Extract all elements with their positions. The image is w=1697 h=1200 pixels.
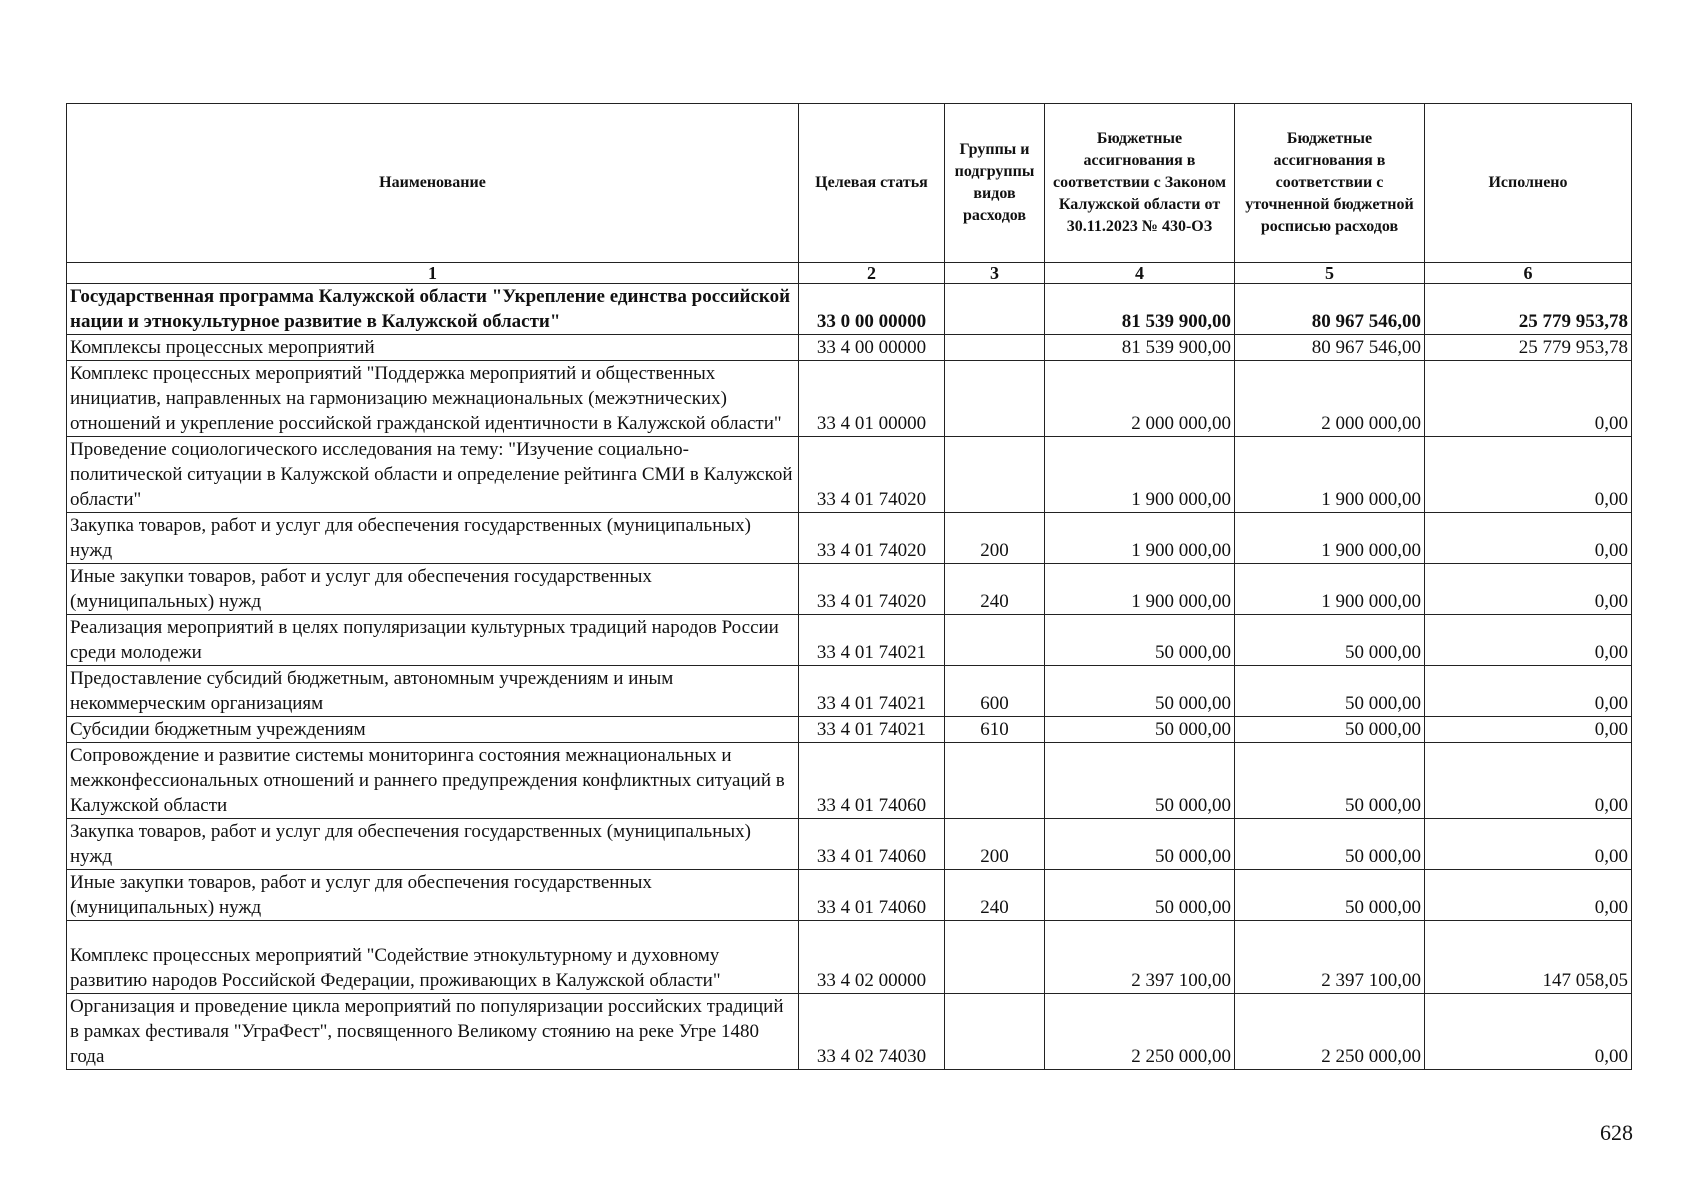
row-refined-amount: 80 967 546,00: [1235, 335, 1425, 361]
row-law-amount: 2 000 000,00: [1045, 361, 1235, 437]
row-refined-amount: 50 000,00: [1235, 870, 1425, 921]
row-law-amount: 2 397 100,00: [1045, 921, 1235, 994]
table-row: [67, 335, 1632, 361]
row-law-amount: 50 000,00: [1045, 717, 1235, 743]
row-target-article: 33 4 02 74030: [799, 994, 945, 1070]
row-law-amount: 2 250 000,00: [1045, 994, 1235, 1070]
table-row: [67, 717, 1632, 743]
row-target-article: 33 4 01 74020: [799, 437, 945, 513]
row-name: Предоставление субсидий бюджетным, автономным учреждениям и иным некоммерческим организациям: [67, 666, 799, 717]
table-row: [67, 361, 1632, 437]
table-row: [67, 921, 1632, 994]
header-law-allocations: Бюджетные ассигнования в соответствии с Законом Калужской области от 30.11.2023 № 430-ОЗ: [1045, 104, 1235, 263]
row-executed-amount: 147 058,05: [1425, 921, 1632, 994]
row-refined-amount: 1 900 000,00: [1235, 564, 1425, 615]
row-refined-amount: 1 900 000,00: [1235, 513, 1425, 564]
row-name: Субсидии бюджетным учреждениям: [67, 717, 799, 743]
row-law-amount: 1 900 000,00: [1045, 437, 1235, 513]
table-row: [67, 284, 1632, 335]
row-expense-group: [945, 335, 1045, 361]
row-target-article: 33 0 00 00000: [799, 284, 945, 335]
table-row: [67, 615, 1632, 666]
row-refined-amount: 50 000,00: [1235, 666, 1425, 717]
row-executed-amount: 0,00: [1425, 564, 1632, 615]
row-executed-amount: 0,00: [1425, 437, 1632, 513]
row-expense-group: 240: [945, 870, 1045, 921]
row-executed-amount: 0,00: [1425, 819, 1632, 870]
header-refined-allocations: Бюджетные ассигнования в соответствии с уточненной бюджетной росписью расходов: [1235, 104, 1425, 263]
header-name: Наименование: [67, 104, 799, 263]
column-number: 4: [1045, 263, 1235, 284]
column-number: 1: [67, 263, 799, 284]
row-executed-amount: 25 779 953,78: [1425, 335, 1632, 361]
row-law-amount: 50 000,00: [1045, 666, 1235, 717]
header-executed: Исполнено: [1425, 104, 1632, 263]
row-target-article: 33 4 01 74021: [799, 666, 945, 717]
row-name: Иные закупки товаров, работ и услуг для обеспечения государственных (муниципальных) нужд: [67, 870, 799, 921]
row-executed-amount: 0,00: [1425, 717, 1632, 743]
row-expense-group: [945, 921, 1045, 994]
row-executed-amount: 0,00: [1425, 666, 1632, 717]
row-law-amount: 50 000,00: [1045, 870, 1235, 921]
row-name: Иные закупки товаров, работ и услуг для обеспечения государственных (муниципальных) нужд: [67, 564, 799, 615]
row-refined-amount: 80 967 546,00: [1235, 284, 1425, 335]
row-refined-amount: 50 000,00: [1235, 717, 1425, 743]
row-law-amount: 1 900 000,00: [1045, 564, 1235, 615]
row-name: Комплекс процессных мероприятий "Содействие этнокультурному и духовному развитию народов Российской Федерации, проживающих в Калужской области": [67, 921, 799, 994]
table-row: [67, 819, 1632, 870]
row-target-article: 33 4 01 74021: [799, 615, 945, 666]
row-executed-amount: 0,00: [1425, 361, 1632, 437]
row-executed-amount: 25 779 953,78: [1425, 284, 1632, 335]
row-law-amount: 50 000,00: [1045, 743, 1235, 819]
row-law-amount: 50 000,00: [1045, 615, 1235, 666]
table-row: [67, 870, 1632, 921]
column-number: 6: [1425, 263, 1632, 284]
column-number-row: [67, 263, 1632, 284]
table-row: [67, 666, 1632, 717]
row-expense-group: [945, 743, 1045, 819]
row-refined-amount: 1 900 000,00: [1235, 437, 1425, 513]
row-expense-group: 600: [945, 666, 1045, 717]
row-name: Реализация мероприятий в целях популяризации культурных традиций народов России среди молодежи: [67, 615, 799, 666]
column-number: 2: [799, 263, 945, 284]
row-expense-group: 200: [945, 819, 1045, 870]
row-name: Комплекс процессных мероприятий "Поддержка мероприятий и общественных инициатив, направленных на гармонизацию межнациональных (межэтнических) отношений и укрепление российской гражданской идентичности в Калужской области": [67, 361, 799, 437]
row-expense-group: [945, 615, 1045, 666]
row-expense-group: 240: [945, 564, 1045, 615]
row-name: Комплексы процессных мероприятий: [67, 335, 799, 361]
budget-execution-table: [66, 103, 1632, 1070]
row-target-article: 33 4 00 00000: [799, 335, 945, 361]
row-executed-amount: 0,00: [1425, 743, 1632, 819]
row-target-article: 33 4 01 74020: [799, 513, 945, 564]
row-expense-group: [945, 994, 1045, 1070]
row-name: Государственная программа Калужской области "Укрепление единства российской нации и этнокультурное развитие в Калужской области": [67, 284, 799, 335]
row-law-amount: 81 539 900,00: [1045, 335, 1235, 361]
row-name: Организация и проведение цикла мероприятий по популяризации российских традиций в рамках фестиваля "УграФест", посвященного Великому стоянию на реке Угре 1480 года: [67, 994, 799, 1070]
row-target-article: 33 4 02 00000: [799, 921, 945, 994]
column-number: 5: [1235, 263, 1425, 284]
row-executed-amount: 0,00: [1425, 615, 1632, 666]
row-target-article: 33 4 01 74021: [799, 717, 945, 743]
row-refined-amount: 50 000,00: [1235, 615, 1425, 666]
row-name: Закупка товаров, работ и услуг для обеспечения государственных (муниципальных) нужд: [67, 513, 799, 564]
row-target-article: 33 4 01 74020: [799, 564, 945, 615]
row-law-amount: 50 000,00: [1045, 819, 1235, 870]
row-refined-amount: 2 250 000,00: [1235, 994, 1425, 1070]
row-law-amount: 81 539 900,00: [1045, 284, 1235, 335]
table-row: [67, 564, 1632, 615]
row-name: Сопровождение и развитие системы мониторинга состояния межнациональных и межконфессиональных отношений и раннего предупреждения конфликтных ситуаций в Калужской области: [67, 743, 799, 819]
row-target-article: 33 4 01 74060: [799, 819, 945, 870]
budget-table-container: [66, 103, 1631, 1070]
row-expense-group: [945, 437, 1045, 513]
row-refined-amount: 50 000,00: [1235, 743, 1425, 819]
row-refined-amount: 2 397 100,00: [1235, 921, 1425, 994]
row-executed-amount: 0,00: [1425, 513, 1632, 564]
row-refined-amount: 2 000 000,00: [1235, 361, 1425, 437]
table-row: [67, 513, 1632, 564]
row-name: Закупка товаров, работ и услуг для обеспечения государственных (муниципальных) нужд: [67, 819, 799, 870]
header-target-article: Целевая статья: [799, 104, 945, 263]
header-expense-groups: Группы и подгруппы видов расходов: [945, 104, 1045, 263]
row-target-article: 33 4 01 74060: [799, 743, 945, 819]
table-row: [67, 743, 1632, 819]
table-row: [67, 437, 1632, 513]
header-row: [67, 104, 1632, 263]
page-number: 628: [1600, 1120, 1633, 1145]
row-name: Проведение социологического исследования на тему: "Изучение социально-политической ситуации в Калужской области и определение рейтинга СМИ в Калужской области": [67, 437, 799, 513]
row-expense-group: 200: [945, 513, 1045, 564]
row-executed-amount: 0,00: [1425, 870, 1632, 921]
column-number: 3: [945, 263, 1045, 284]
table-row: [67, 994, 1632, 1070]
row-expense-group: 610: [945, 717, 1045, 743]
row-expense-group: [945, 284, 1045, 335]
row-refined-amount: 50 000,00: [1235, 819, 1425, 870]
row-target-article: 33 4 01 74060: [799, 870, 945, 921]
row-law-amount: 1 900 000,00: [1045, 513, 1235, 564]
row-target-article: 33 4 01 00000: [799, 361, 945, 437]
row-expense-group: [945, 361, 1045, 437]
row-executed-amount: 0,00: [1425, 994, 1632, 1070]
